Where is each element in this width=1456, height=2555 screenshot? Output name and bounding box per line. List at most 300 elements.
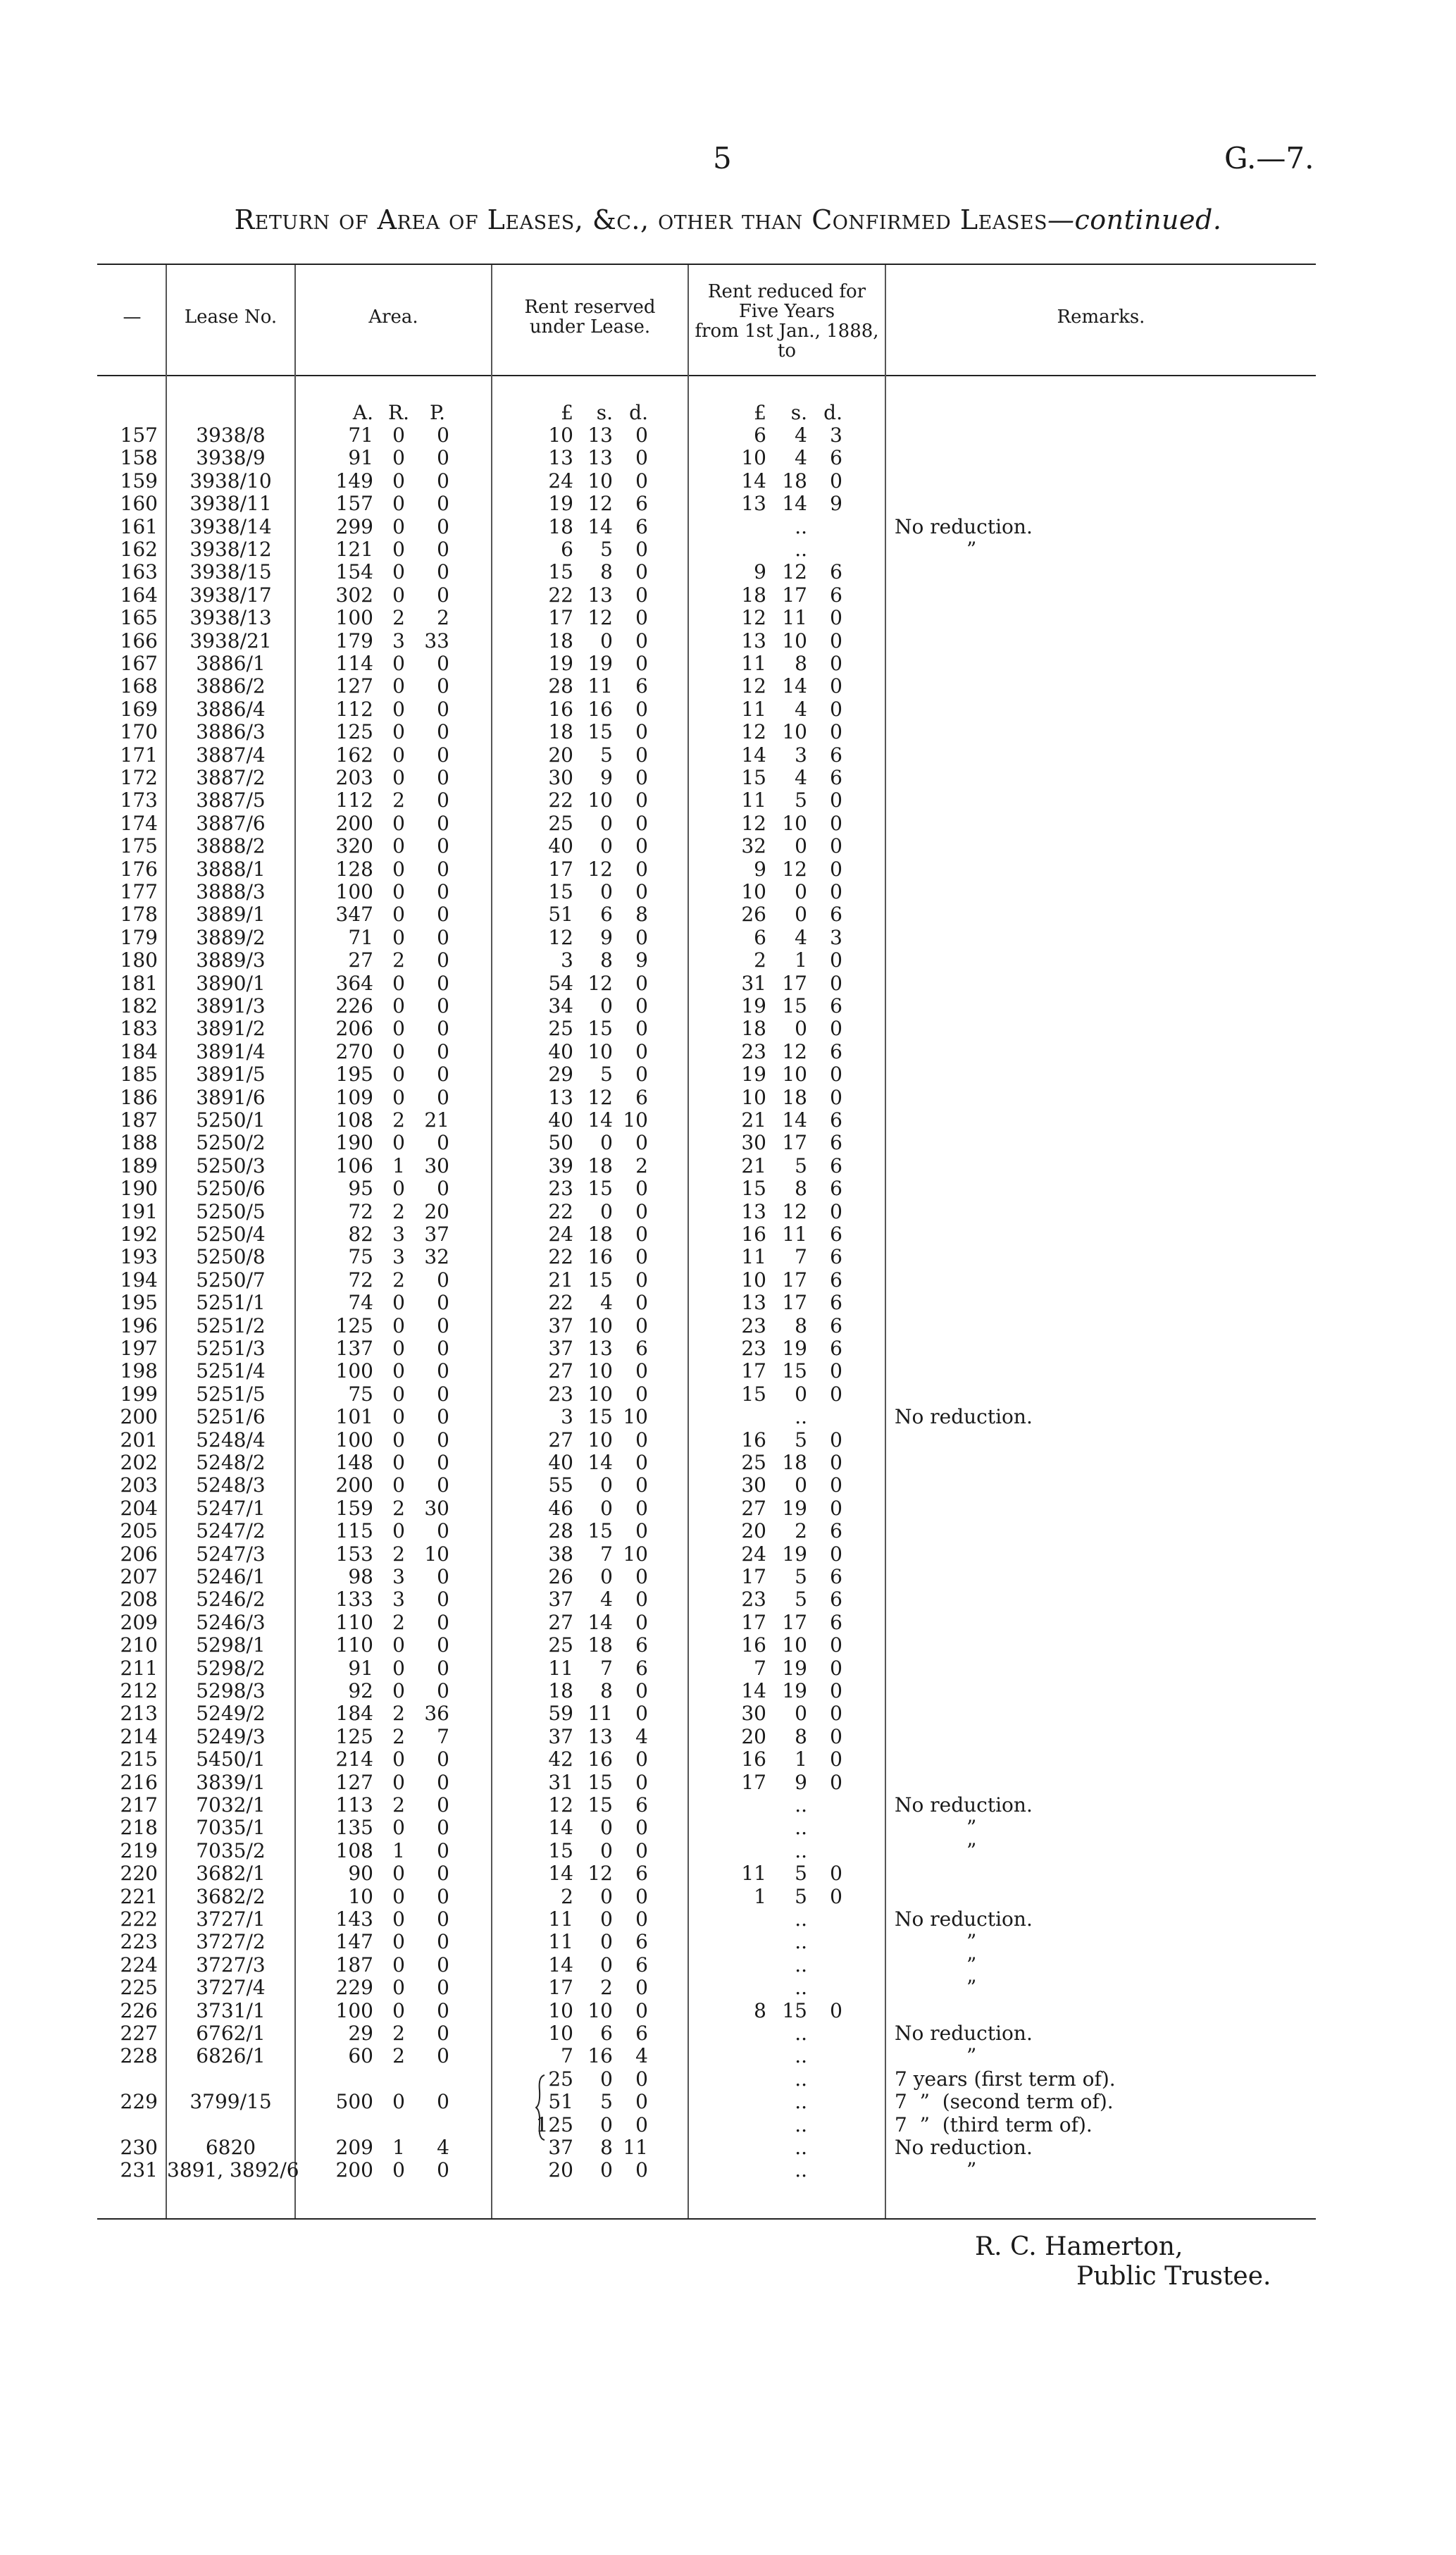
rent-reduced-pounds: 1: [754, 1885, 766, 1908]
rent-reduced-pence: 0: [830, 948, 842, 972]
rent-reduced-pounds: 11: [741, 788, 766, 812]
lease-number: 3938/14: [189, 515, 272, 538]
rent-reduced-pounds: 25: [741, 1451, 766, 1474]
rent-reduced-shillings: 12: [782, 1040, 807, 1063]
rent-reduced-pence: 6: [830, 1108, 842, 1132]
row-number: 209: [120, 1611, 158, 1634]
area-roods: 1: [392, 1154, 405, 1177]
table-row: [0, 1292, 1456, 1314]
row-number: 165: [120, 606, 158, 629]
rent-reduced-pence: 6: [830, 1177, 842, 1200]
row-number: 228: [120, 2044, 158, 2067]
col-header-rent-reduced: [689, 282, 885, 361]
table-row: [0, 447, 1456, 469]
area-perches: 0: [437, 994, 449, 1017]
rent-reserved-shillings: 5: [600, 1063, 613, 1086]
lease-number: 3889/2: [196, 926, 266, 949]
area-roods: 0: [392, 903, 405, 926]
rent-reserved-pence: 0: [635, 2113, 648, 2136]
area-perches: 0: [437, 2090, 449, 2113]
area-perches: 36: [424, 1702, 449, 1725]
row-number: 170: [120, 720, 158, 743]
rent-reserved-pounds: 13: [548, 1086, 573, 1109]
table-row: [0, 1543, 1456, 1566]
rent-reduced-shillings: ..: [795, 2044, 807, 2067]
rent-reserved-shillings: 0: [600, 1930, 613, 1953]
rent-reserved-pence: 0: [635, 1177, 648, 1200]
rent-reduced-pounds: 7: [754, 1657, 766, 1680]
rent-reduced-shillings: 0: [795, 834, 807, 858]
rent-reserved-pounds: 31: [548, 1771, 573, 1794]
lease-number: 6820: [205, 2136, 256, 2159]
rent-reserved-pence: 0: [635, 606, 648, 629]
rent-reduced-line: from 1st Jan., 1888,: [695, 321, 879, 342]
rent-reserved-pence: 0: [635, 1839, 648, 1862]
rent-reserved-pence: 2: [635, 1154, 648, 1177]
area-acres: 209: [335, 2136, 373, 2159]
rent-reserved-pence: 0: [635, 1291, 648, 1314]
table-row: [0, 1886, 1456, 1908]
rent-reduced-shillings: 12: [782, 858, 807, 881]
rent-reduced-shillings: 0: [795, 1382, 807, 1406]
row-number: 205: [120, 1519, 158, 1542]
rent-reserved-pounds: 2: [561, 1885, 573, 1908]
rent-reduced-shillings: ..: [795, 2158, 807, 2182]
rent-reduced-pounds: 31: [741, 972, 766, 995]
table-row: [0, 2000, 1456, 2022]
rent-reserved-pence: 0: [635, 652, 648, 675]
rent-reserved-shillings: 8: [600, 948, 613, 972]
table-row: [0, 2159, 1456, 2182]
area-roods: 0: [392, 1177, 405, 1200]
title-main: Return of Area of Leases, &c., other than Confirmed Leases: [234, 204, 1048, 235]
lease-number: 5248/2: [196, 1451, 266, 1474]
rent-reduced-shillings: 0: [795, 880, 807, 903]
area-roods: 0: [392, 1747, 405, 1771]
lease-number: 3938/13: [189, 606, 272, 629]
rent-reserved-pounds: 22: [548, 1291, 573, 1314]
rent-reduced-shillings: 18: [782, 1086, 807, 1109]
rent-reduced-shillings: 1: [795, 948, 807, 972]
rent-reserved-pounds: 40: [548, 1040, 573, 1063]
lease-number: 5251/3: [196, 1337, 266, 1360]
row-number: 171: [120, 743, 158, 767]
area-roods: 0: [392, 1771, 405, 1794]
rent-reserved-pence: 0: [635, 1999, 648, 2022]
rent-reserved-pounds: 14: [548, 1816, 573, 1839]
area-roods: 0: [392, 1679, 405, 1702]
rent-reduced-pounds: 12: [741, 606, 766, 629]
row-number: 158: [120, 446, 158, 469]
rent-reduced-shillings: 5: [795, 1862, 807, 1885]
rent-reduced-pounds: 16: [741, 1633, 766, 1657]
rent-reduced-shillings: 19: [782, 1542, 807, 1566]
row-number: 201: [120, 1428, 158, 1452]
row-number: 203: [120, 1473, 158, 1497]
lease-number: 5246/3: [196, 1611, 266, 1634]
row-number: 199: [120, 1382, 158, 1406]
rent-reserved-pounds: 11: [548, 1907, 573, 1931]
lease-number: 5251/4: [196, 1359, 266, 1382]
area-roods: 2: [392, 1200, 405, 1223]
lease-number: 5250/6: [196, 1177, 266, 1200]
area-roods: 0: [392, 812, 405, 835]
area-acres: 114: [335, 652, 373, 675]
rent-reduced-pence: 0: [830, 674, 842, 698]
area-acres: 110: [335, 1611, 373, 1634]
area-roods: 2: [392, 2022, 405, 2045]
area-acres: 299: [335, 515, 373, 538]
rent-reduced-pence: 0: [830, 698, 842, 721]
rent-reduced-pounds: 20: [741, 1519, 766, 1542]
area-perches: 0: [437, 1793, 449, 1817]
area-roods: 0: [392, 1017, 405, 1040]
area-acres: 302: [335, 583, 373, 607]
rent-reserved-pence: 0: [635, 994, 648, 1017]
rent-reserved-pounds: 14: [548, 1862, 573, 1885]
rent-reserved-pounds: 23: [548, 1382, 573, 1406]
rent-reduced-pence: 0: [830, 1657, 842, 1680]
rent-reserved-shillings: 10: [587, 1359, 613, 1382]
area-roods: 3: [392, 1223, 405, 1246]
area-acres: 320: [335, 834, 373, 858]
lease-number: 3727/1: [196, 1907, 266, 1931]
rent-reduced-pence: 0: [830, 1747, 842, 1771]
area-acres: 95: [348, 1177, 373, 1200]
area-roods: 0: [392, 1816, 405, 1839]
rent-reserved-shillings: 0: [600, 629, 613, 652]
lease-number: 5247/2: [196, 1519, 266, 1542]
rent-reserved-shillings: 19: [587, 652, 613, 675]
rent-reduced-pounds: 15: [741, 1177, 766, 1200]
rent-reduced-pounds: 2: [754, 948, 766, 972]
rent-reduced-pence: 0: [830, 880, 842, 903]
area-roods: 0: [392, 1633, 405, 1657]
rent-reserved-shillings: 4: [600, 1291, 613, 1314]
area-perches: 0: [437, 1588, 449, 1611]
rent-reserved-pounds: 10: [548, 423, 573, 447]
row-number: 182: [120, 994, 158, 1017]
table-row: [0, 1862, 1456, 1885]
rent-reserved-pounds: 21: [548, 1268, 573, 1292]
brace-mark: [535, 2074, 545, 2141]
rent-reserved-shillings: 15: [587, 1268, 613, 1292]
rent-reserved-pence: 6: [635, 674, 648, 698]
rent-reduced-pence: 0: [830, 1017, 842, 1040]
area-perches: 0: [437, 492, 449, 515]
rent-reduced-pence: 0: [830, 652, 842, 675]
row-number: 227: [120, 2022, 158, 2045]
rent-reduced-shillings: 10: [782, 1633, 807, 1657]
area-roods: 2: [392, 1725, 405, 1748]
lease-number: 3886/4: [196, 698, 266, 721]
area-perches: 20: [424, 1200, 449, 1223]
rent-reserved-shillings: 10: [587, 788, 613, 812]
rent-reserved-pence: 6: [635, 515, 648, 538]
rent-reduced-pence: 0: [830, 629, 842, 652]
rent-reduced-pounds: 19: [741, 1063, 766, 1086]
rent-reserved-pounds: 19: [548, 652, 573, 675]
area-roods: 2: [392, 2044, 405, 2067]
rent-reduced-shillings: 8: [795, 1314, 807, 1337]
rent-reduced-shillings: 17: [782, 1268, 807, 1292]
area-roods: 0: [392, 560, 405, 583]
lease-number: 3727/4: [196, 1976, 266, 1999]
area-perches: 0: [437, 858, 449, 881]
area-roods: 0: [392, 423, 405, 447]
area-perches: 0: [437, 1359, 449, 1382]
rent-reserved-pounds: 18: [548, 515, 573, 538]
row-number: 196: [120, 1314, 158, 1337]
area-roods: 0: [392, 1976, 405, 1999]
area-perches: 0: [437, 1268, 449, 1292]
area-roods: 3: [392, 1588, 405, 1611]
lease-number: 3938/11: [189, 492, 272, 515]
unit-pence: d.: [823, 401, 842, 424]
rent-reserved-pounds: 14: [548, 1953, 573, 1976]
row-number: 162: [120, 538, 158, 561]
lease-number: 3890/1: [196, 972, 266, 995]
area-roods: 0: [392, 1428, 405, 1452]
row-number: 186: [120, 1086, 158, 1109]
lease-number: 3891/4: [196, 1040, 266, 1063]
row-number: 180: [120, 948, 158, 972]
rent-reduced-shillings: 14: [782, 1108, 807, 1132]
row-number: 197: [120, 1337, 158, 1360]
rent-reduced-shillings: 5: [795, 1885, 807, 1908]
rent-reserved-pounds: 10: [548, 1999, 573, 2022]
lease-number: 5247/3: [196, 1542, 266, 1566]
lease-number: 5248/4: [196, 1428, 266, 1452]
remark: ”: [966, 1930, 977, 1953]
rent-reserved-pence: 0: [635, 1565, 648, 1588]
rent-reduced-shillings: ..: [795, 1816, 807, 1839]
rent-reduced-shillings: 7: [795, 1245, 807, 1268]
rent-reduced-pounds: 15: [741, 766, 766, 789]
rent-reserved-shillings: 8: [600, 560, 613, 583]
area-acres: 92: [348, 1679, 373, 1702]
rent-reserved-pounds: 40: [548, 834, 573, 858]
lease-number: 5298/1: [196, 1633, 266, 1657]
rent-reduced-shillings: ..: [795, 2113, 807, 2136]
area-roods: 2: [392, 1702, 405, 1725]
signature-name: R. C. Hamerton,: [975, 2232, 1183, 2261]
rent-reserved-shillings: 11: [587, 674, 613, 698]
lease-number: 3887/5: [196, 788, 266, 812]
col-header-area: Area.: [368, 307, 418, 328]
area-roods: 0: [392, 1451, 405, 1474]
rent-reserved-pence: 0: [635, 2067, 648, 2091]
rent-reduced-pounds: 23: [741, 1314, 766, 1337]
rent-reserved-shillings: 13: [587, 446, 613, 469]
rent-reduced-shillings: 0: [795, 903, 807, 926]
area-perches: 0: [437, 1999, 449, 2022]
lease-number: 5250/5: [196, 1200, 266, 1223]
area-perches: 0: [437, 1976, 449, 1999]
area-roods: 0: [392, 1337, 405, 1360]
rent-reduced-pence: 6: [830, 583, 842, 607]
row-number: 198: [120, 1359, 158, 1382]
table-row: [0, 1954, 1456, 1976]
area-perches: 0: [437, 698, 449, 721]
rent-reduced-pounds: 16: [741, 1223, 766, 1246]
table-row: [0, 1360, 1456, 1382]
rent-reserved-pence: 0: [635, 446, 648, 469]
row-number: 179: [120, 926, 158, 949]
row-number: 213: [120, 1702, 158, 1725]
rent-reduced-shillings: ..: [795, 2022, 807, 2045]
rent-reduced-shillings: 15: [782, 994, 807, 1017]
page-reference: G.—7.: [1224, 141, 1314, 175]
table-row: [0, 995, 1456, 1017]
table-row: [0, 1017, 1456, 1040]
area-acres: 71: [348, 926, 373, 949]
area-perches: 21: [424, 1108, 449, 1132]
rent-reserved-pence: 6: [635, 1862, 648, 1885]
remark: ”: [966, 538, 977, 561]
lease-number: 3891/3: [196, 994, 266, 1017]
area-perches: 0: [437, 1565, 449, 1588]
area-roods: 0: [392, 492, 405, 515]
rent-reserved-pence: 0: [635, 1885, 648, 1908]
lease-number: 7035/2: [196, 1839, 266, 1862]
lease-number: 3887/6: [196, 812, 266, 835]
rent-reserved-pounds: 22: [548, 1245, 573, 1268]
rent-reserved-pence: 9: [635, 948, 648, 972]
rent-reserved-shillings: 9: [600, 766, 613, 789]
rent-reduced-pounds: 18: [741, 1017, 766, 1040]
area-perches: 0: [437, 1337, 449, 1360]
rent-reserved-pounds: 15: [548, 880, 573, 903]
rent-reserved-pence: 0: [635, 1063, 648, 1086]
rent-reduced-shillings: 12: [782, 560, 807, 583]
rent-reduced-pence: 0: [830, 1862, 842, 1885]
rent-reduced-pounds: 6: [754, 423, 766, 447]
rent-reserved-shillings: 12: [587, 1086, 613, 1109]
table-row: [0, 1748, 1456, 1771]
table-row: [0, 1588, 1456, 1611]
rent-reserved-shillings: 12: [587, 858, 613, 881]
row-number: 177: [120, 880, 158, 903]
rent-reserved-shillings: 12: [587, 1862, 613, 1885]
rent-reduced-pence: 0: [830, 972, 842, 995]
rent-reserved-pounds: 55: [548, 1473, 573, 1497]
area-acres: 101: [335, 1405, 373, 1428]
rent-reduced-shillings: 1: [795, 1747, 807, 1771]
rent-reduced-shillings: 5: [795, 1588, 807, 1611]
rent-reduced-shillings: ..: [795, 1976, 807, 1999]
rent-reserved-shillings: 15: [587, 1177, 613, 1200]
table-row: [0, 949, 1456, 972]
rent-reduced-pence: 0: [830, 1771, 842, 1794]
area-roods: 0: [392, 652, 405, 675]
area-acres: 153: [335, 1542, 373, 1566]
lease-number: 3938/9: [196, 446, 266, 469]
rent-reserved-pence: 0: [635, 1816, 648, 1839]
area-perches: 0: [437, 812, 449, 835]
table-row: [0, 1315, 1456, 1337]
rent-reserved-shillings: 10: [587, 1999, 613, 2022]
rent-reduced-pence: 0: [830, 1382, 842, 1406]
lease-number: 5249/3: [196, 1725, 266, 1748]
lease-number: 5249/2: [196, 1702, 266, 1725]
area-perches: 0: [437, 1611, 449, 1634]
rent-reserved-shillings: 10: [587, 1382, 613, 1406]
rent-reduced-shillings: ..: [795, 1793, 807, 1817]
row-number: 176: [120, 858, 158, 881]
remark: 7 years (first term of).: [895, 2067, 1116, 2091]
rent-reserved-shillings: 0: [600, 1473, 613, 1497]
rent-reserved-pence: 0: [635, 1976, 648, 1999]
lease-number: 5247/1: [196, 1497, 266, 1520]
rent-reduced-pence: 6: [830, 1611, 842, 1634]
rent-reduced-pence: 0: [830, 1063, 842, 1086]
rent-reduced-pence: 6: [830, 1314, 842, 1337]
area-roods: 0: [392, 1907, 405, 1931]
rent-reduced-pence: 0: [830, 1679, 842, 1702]
unit-shillings: s.: [790, 401, 807, 424]
rent-reduced-shillings: ..: [795, 538, 807, 561]
rent-reduced-pounds: 13: [741, 492, 766, 515]
rent-reserved-pounds: 27: [548, 1359, 573, 1382]
table-row: [0, 1566, 1456, 1588]
area-acres: 121: [335, 538, 373, 561]
table-row: [0, 698, 1456, 721]
rent-reserved-pence: 0: [635, 743, 648, 767]
area-roods: 0: [392, 1314, 405, 1337]
rent-reserved-shillings: 13: [587, 583, 613, 607]
row-number: 208: [120, 1588, 158, 1611]
table-row: [0, 493, 1456, 515]
rent-reserved-shillings: 2: [600, 1976, 613, 1999]
rent-reduced-shillings: ..: [795, 1907, 807, 1931]
rent-reserved-pence: 0: [635, 1451, 648, 1474]
rent-reserved-shillings: 0: [600, 1839, 613, 1862]
table-row: [0, 767, 1456, 789]
rent-reserved-pounds: 3: [561, 1405, 573, 1428]
rent-reserved-pence: 4: [635, 2044, 648, 2067]
lease-number: 3888/1: [196, 858, 266, 881]
table-row: [0, 1771, 1456, 1794]
lease-number: 7035/1: [196, 1816, 266, 1839]
area-perches: 0: [437, 1930, 449, 1953]
rent-reduced-pounds: 16: [741, 1747, 766, 1771]
rent-reserved-pence: 6: [635, 1930, 648, 1953]
lease-number: 3938/10: [189, 469, 272, 493]
area-perches: 37: [424, 1223, 449, 1246]
lease-number: 5250/8: [196, 1245, 266, 1268]
rent-reserved-pounds: 13: [548, 446, 573, 469]
lease-number: 3891/2: [196, 1017, 266, 1040]
rent-reserved-pence: 0: [635, 1497, 648, 1520]
lease-number: 3888/2: [196, 834, 266, 858]
area-roods: 0: [392, 766, 405, 789]
rent-reserved-shillings: 0: [600, 880, 613, 903]
rent-reserved-pounds: 37: [548, 2136, 573, 2159]
rent-reserved-shillings: 12: [587, 492, 613, 515]
area-acres: 203: [335, 766, 373, 789]
rent-reduced-pounds: 10: [741, 446, 766, 469]
rent-reduced-pence: 3: [830, 926, 842, 949]
area-acres: 135: [335, 1816, 373, 1839]
unit-pounds: £: [754, 401, 766, 424]
rent-reduced-shillings: 19: [782, 1657, 807, 1680]
rent-reserved-pounds: 11: [548, 1930, 573, 1953]
remark: No reduction.: [895, 2022, 1033, 2045]
rent-reserved-shillings: 0: [600, 994, 613, 1017]
rent-reduced-pence: 0: [830, 1542, 842, 1566]
rent-reserved-shillings: 15: [587, 720, 613, 743]
